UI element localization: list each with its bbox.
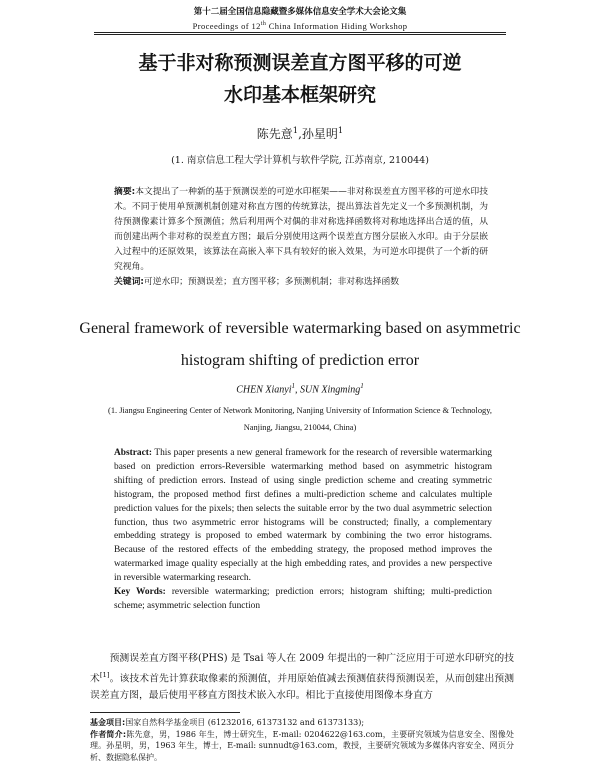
affiliation-cn: (1. 南京信息工程大学计算机与软件学院, 江苏南京, 210044)	[171, 155, 429, 166]
running-head	[0, 6, 600, 32]
title-cn-line1: 基于非对称预测误差直方图平移的可逆	[138, 52, 462, 74]
body-paragraph: 预测误差直方图平移(PHS) 是 Tsai 等人在 2009 年提出的一种广泛应用于可逆水印研究的技术[1]。该技术首先计算获取像素的预测值，并用原始值减去预测值获得预测误差，从而创建出预测误差直方图，最后使用平移直方图技术嵌入水印。相比于直接使用图像本身直方	[90, 653, 515, 702]
abstract-en	[114, 447, 492, 614]
header-rule-thin	[94, 34, 506, 35]
title-en-line2: histogram shifting of prediction error	[180, 352, 420, 369]
keywords-en-text: reversible watermarking; prediction errors; histogram shifting; multi-prediction scheme; asymmetric selection function	[114, 587, 492, 611]
keywords-cn-text: 可逆水印；预测误差；直方图平移；多预测机制；非对称选择函数	[143, 277, 400, 287]
keywords-cn-label: 关键词:	[114, 277, 144, 287]
running-head-en: Proceedings of 12th China Information Hiding Workshop	[192, 20, 408, 31]
header-rule	[94, 32, 506, 33]
abstract-en-label: Abstract:	[114, 448, 153, 458]
abstract-cn	[114, 185, 488, 290]
running-head-cn: 第十二届全国信息隐藏暨多媒体信息安全学术大会论文集	[193, 7, 407, 17]
footnote-rule	[90, 712, 240, 713]
abstract-cn-label: 摘要:	[114, 187, 136, 197]
affiliation-en: (1. Jiangsu Engineering Center of Network Monitoring, Nanjing University of Information Science & Technology, Nanjing, Jiangsu, 210044, China)	[108, 406, 492, 432]
abstract-cn-text: 本文提出了一种新的基于预测误差的可逆水印框架——非对称误差直方图平移的可逆水印技术。不同于使用单预测机制创建对称直方图的传统算法，提出算法首先定义一个多预测机制，为待预测像素计算多个预测值；然后利用两个对偶的非对称选择函数将对称地选择出合适的值，从而创建出两个非对称的误差直方图；最后分别使用这两个误差直方图分层嵌入水印。由于分层嵌入过程中的还原效果，该算法在高嵌入率下具有较好的嵌入效果，为可逆水印提供了一个新的研究视角。	[114, 187, 488, 272]
abstract-en-text: This paper presents a new general framework for the research of reversible watermarking based on prediction errors-Reversible watermarking method based on asymmetric histogram shifting of prediction errors. Instead of using single prediction scheme and creating symmetric histogram, the proposed method first defines a multi-prediction scheme and calculates multiple prediction values for the pixels; then selects the suitable error by the two dual asymmetric selection function, thus two asymmetric error histograms will be constructed; finally, a complementary embedding strategy is proposed to embed watermark by combining the two error histograms. Because of the restored effects of the embedding strategy, the proposed method improves the watermarked image quality especially at the high embedding rates, and provides a new perspective in reversible watermarking research.	[114, 448, 492, 584]
keywords-en-label: Key Words:	[114, 587, 166, 598]
citation: [1]	[99, 671, 110, 679]
authors-cn: 陈先意$^1$,孙星明$^1$	[256, 125, 344, 141]
title-cn-line2: 水印基本框架研究	[223, 84, 376, 106]
authors-en: CHEN Xianyi$^1$, SUN Xingming$^1$	[236, 382, 364, 396]
footnote: 基金项目:国家自然科学基金项目 (61232016, 61373132 and 61373133); 作者简介:陈先意，男，1986 年生，博士研究生，E-mail: 0204622@163.com，主要研究领域为信息安全、图像处理。孙星明，男，1963 年生，博士，E-mail: sunnudt@163.com，教授，主要研究领域为多媒体内容安全、网页分析、数据隐私保护。	[90, 718, 514, 762]
title-en-line1: General framework of reversible watermarking based on asymmetric	[79, 320, 521, 337]
